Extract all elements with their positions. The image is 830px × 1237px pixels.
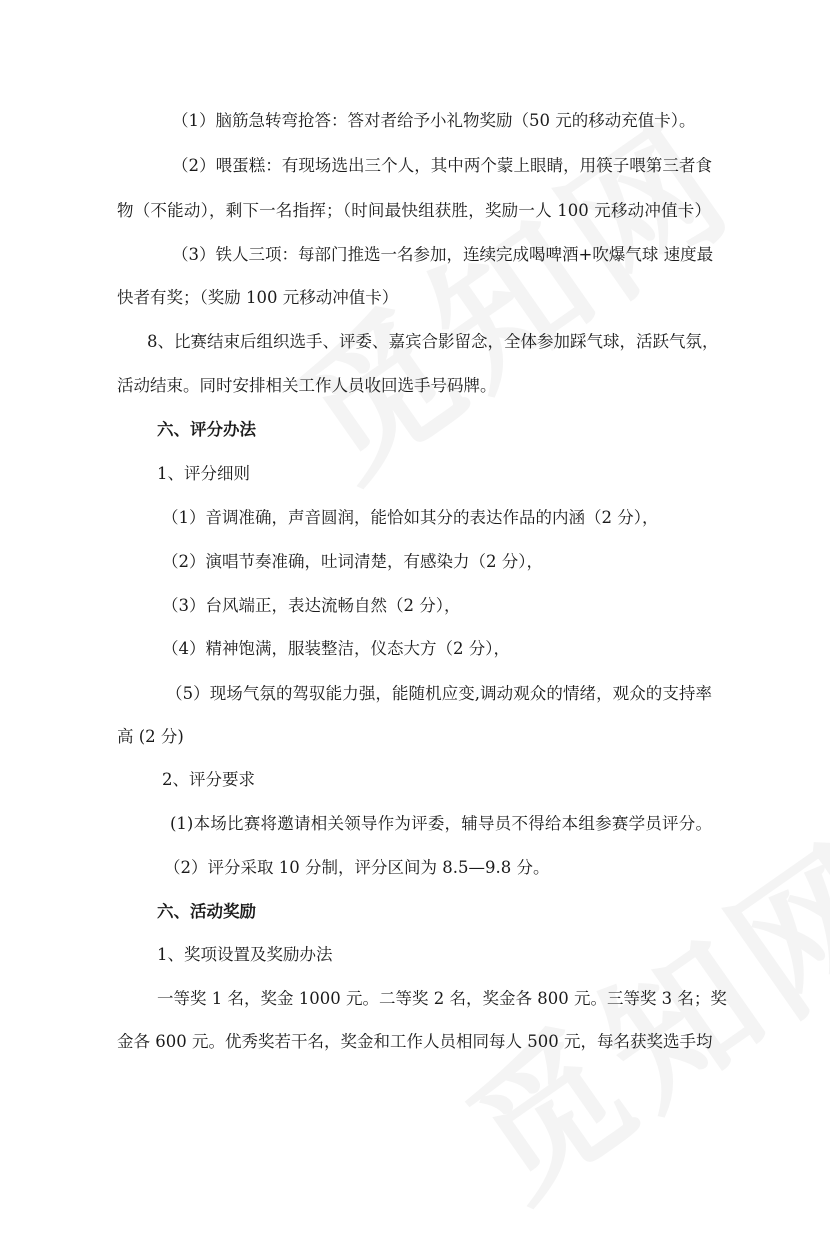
- rule-item-5-cont: 高 (2 分): [117, 727, 184, 746]
- rule-item-4: （4）精神饱满，服装整洁，仪态大方（2 分），: [162, 639, 510, 658]
- para-line-6: 8、比赛结束后组织选手、评委、嘉宾合影留念，全体参加踩气球，活跃气氛，: [147, 332, 719, 351]
- para-line-2: （2）喂蛋糕：有现场选出三个人，其中两个蒙上眼睛，用筷子喂第三者食: [172, 156, 712, 175]
- subheading-scoring-rules: 1、评分细则: [157, 464, 250, 483]
- rule-item-3: （3）台风端正，表达流畅自然（2 分），: [162, 596, 461, 615]
- para-line-1: （1）脑筋急转弯抢答：答对者给予小礼物奖励（50 元的移动充值卡）。: [172, 111, 696, 130]
- para-line-3: 物（不能动），剩下一名指挥；（时间最快组获胜，奖励一人 100 元移动冲值卡）: [117, 201, 711, 220]
- award-para-line-1: 一等奖 1 名，奖金 1000 元。二等奖 2 名，奖金各 800 元。三等奖 3 名；奖: [157, 989, 727, 1008]
- requirement-item-2: （2）评分采取 10 分制，评分区间为 8.5—9.8 分。: [164, 858, 550, 877]
- rule-item-1: （1）音调准确，声音圆润，能恰如其分的表达作品的内涵（2 分），: [162, 508, 659, 527]
- subheading-scoring-requirements: 2、评分要求: [162, 770, 255, 789]
- rule-item-2: （2）演唱节奏准确，吐词清楚，有感染力（2 分），: [162, 552, 543, 571]
- rule-item-5: （5）现场气氛的驾驭能力强，能随机应变,调动观众的情绪，观众的支持率: [166, 684, 712, 703]
- subheading-award-settings: 1、奖项设置及奖励办法: [157, 945, 333, 964]
- award-para-line-2: 金各 600 元。优秀奖若干名，奖金和工作人员相同每人 500 元，每名获奖选手均: [117, 1032, 713, 1051]
- watermark-lower: [420, 785, 830, 1237]
- section-heading-awards: 六、活动奖励: [157, 902, 256, 921]
- requirement-item-1: (1)本场比赛将邀请相关领导作为评委，辅导员不得给本组参赛学员评分。: [170, 814, 712, 833]
- para-line-5: 快者有奖；（奖励 100 元移动冲值卡）: [117, 288, 399, 307]
- para-line-7: 活动结束。同时安排相关工作人员收回选手号码牌。: [117, 376, 497, 395]
- para-line-4: （3）铁人三项：每部门推选一名参加，连续完成喝啤酒+吹爆气球 速度最: [172, 245, 714, 264]
- section-heading-scoring: 六、评分办法: [157, 420, 256, 439]
